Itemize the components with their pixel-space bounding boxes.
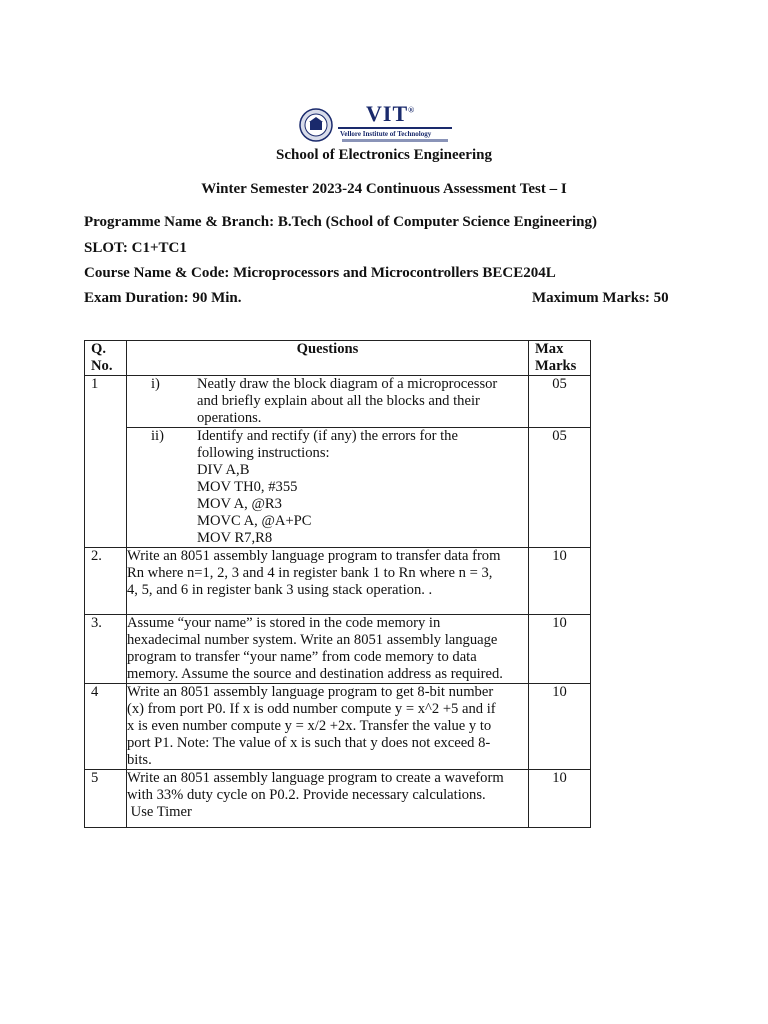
vit-logo [298,103,454,145]
question-line: Write an 8051 assembly language program to create a waveform [127,770,504,786]
question-line: Use Timer [127,804,192,820]
question-line: bits. [127,752,152,768]
question-line: MOVC A, @A+PC [197,513,312,529]
question-line: 4, 5, and 6 in register bank 3 using stack operation. . [127,582,433,598]
table-row [85,376,591,428]
subpart-label: i) [151,376,160,392]
table-header-row [85,341,591,376]
question-text [127,548,529,615]
question-line: MOV TH0, #355 [197,479,298,495]
question-line: memory. Assume the source and destination address as required. [127,666,503,682]
exam-title: Winter Semester 2023-24 Continuous Assessment Test – I [201,181,567,197]
question-number: 4 [85,684,127,770]
question-marks: 10 [529,548,591,615]
question-line: program to transfer “your name” from code memory to data [127,649,477,665]
question-line: Identify and rectify (if any) the errors for the [197,428,458,444]
question-line: Write an 8051 assembly language program to transfer data from [127,548,501,564]
question-number: 2. [85,548,127,615]
header-marks: Max Marks [529,341,591,376]
question-marks: 05 [529,376,591,428]
question-line: and briefly explain about all the blocks and their [197,393,480,409]
question-number: 1 [85,376,127,548]
school-title: School of Electronics Engineering [276,147,492,163]
header-qno: Q. No. [85,341,127,376]
logo-tagline-bar [342,139,448,142]
vit-emblem-icon [298,107,334,143]
question-marks: 10 [529,615,591,684]
header-questions: Questions [127,341,529,376]
programme-line: Programme Name & Branch: B.Tech (School of Computer Science Engineering) [84,214,597,230]
question-text [127,376,529,428]
question-text [127,428,529,548]
question-marks: 10 [529,770,591,828]
question-line: x is even number compute y = x/2 +2x. Transfer the value y to [127,718,492,734]
question-line: Rn where n=1, 2, 3 and 4 in register bank 1 to Rn where n = 3, [127,565,493,581]
logo-subtitle: Vellore Institute of Technology [340,130,432,138]
logo-divider [338,127,452,129]
question-line: (x) from port P0. If x is odd number compute y = x^2 +5 and if [127,701,496,717]
question-marks: 05 [529,428,591,548]
question-text [127,615,529,684]
question-line: operations. [197,410,262,426]
question-line: Neatly draw the block diagram of a microprocessor [197,376,498,392]
subpart-label: ii) [151,428,164,444]
course-line: Course Name & Code: Microprocessors and Microcontrollers BECE204L [84,265,556,281]
question-line: port P1. Note: The value of x is such that y does not exceed 8- [127,735,491,751]
question-line: following instructions: [197,445,330,461]
question-line: hexadecimal number system. Write an 8051 assembly language [127,632,498,648]
question-line: Assume “your name” is stored in the code memory in [127,615,441,631]
question-number: 3. [85,615,127,684]
question-marks: 10 [529,684,591,770]
table-row [85,548,591,615]
slot-line: SLOT: C1+TC1 [84,240,187,256]
question-line: MOV A, @R3 [197,496,282,512]
question-number: 5 [85,770,127,828]
table-row [85,770,591,828]
table-row [85,428,591,548]
table-row [85,615,591,684]
duration-line: Exam Duration: 90 Min. [84,290,242,306]
question-line: MOV R7,R8 [197,530,273,546]
table-row [85,684,591,770]
logo-brand: VIT® [366,101,416,126]
question-line: Write an 8051 assembly language program to get 8-bit number [127,684,494,700]
question-text [127,770,529,828]
max-marks-line: Maximum Marks: 50 [532,290,669,306]
question-text [127,684,529,770]
questions-table [84,340,591,828]
question-line: with 33% duty cycle on P0.2. Provide necessary calculations. [127,787,486,803]
question-line: DIV A,B [197,462,250,478]
